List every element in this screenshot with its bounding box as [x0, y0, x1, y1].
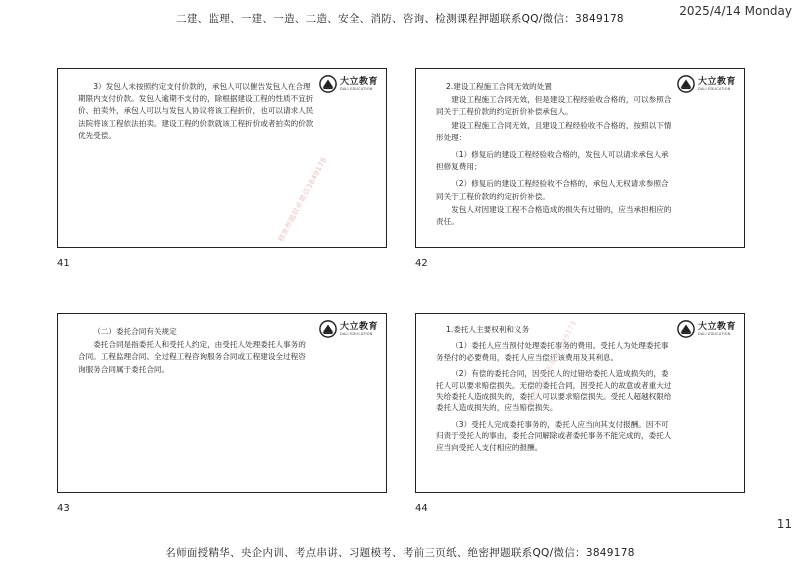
slide-paragraph: 建设工程施工合同无效，且建设工程经验收不合格的，按照以下情形处理： — [436, 120, 672, 142]
header-banner: 二建、监理、一建、一造、二造、安全、消防、咨询、检测课程押题联系QQ/微信：3849178 — [176, 13, 624, 25]
slide-heading: 2.建设工程施工合同无效的处置 — [446, 82, 552, 91]
slide-heading: （二）委托合同有关规定 — [93, 327, 177, 336]
slide-paragraph: （3）受托人完成委托事务的，委托人应当向其支付报酬。因不可归责于受托人的事由，委托合同解除或者委托事务不能完成的，委托人应当向受托人支付相应的报酬。 — [436, 419, 672, 452]
logo-text-cn: 大立教育 — [697, 321, 736, 332]
watermark: 精准押题联系微信3849178 — [526, 318, 579, 407]
slide-44 — [415, 313, 745, 493]
logo — [319, 75, 378, 93]
slide-43-content — [78, 326, 308, 377]
slide-paragraph: （1）委托人应当预付处理委托事务的费用。受托人为处理委托事务垫付的必要费用，委托人应当偿还该费用及其利息。 — [436, 341, 669, 362]
logo-text-en: DALI EDUCATION — [339, 86, 373, 91]
slide-paragraph: 建设工程施工合同无效，但是建设工程经验收合格的，可以参照合同关于工程价款的约定折价补偿承包人。 — [436, 95, 672, 117]
slide-paragraph: （1）修复后的建设工程经验收合格的，发包人可以请求承包人承担修复费用； — [436, 150, 669, 172]
logo-text-cn: 大立教育 — [697, 76, 736, 87]
logo — [677, 75, 736, 93]
logo-text-cn: 大立教育 — [339, 321, 378, 332]
slide-42 — [415, 68, 745, 248]
slide-43 — [57, 313, 387, 493]
dali-logo-icon — [319, 75, 337, 93]
footer-banner: 名师面授精华、央企内训、考点串讲、习题模考、考前三页纸、绝密押题联系QQ/微信：3849178 — [165, 547, 635, 559]
slide-paragraph: （2）修复后的建设工程经验收不合格的，承包人无权请求参照合同关于工程价款的约定折价补偿。 — [436, 179, 669, 201]
slide-paragraph: 发包人对因建设工程不合格造成的损失有过错的，应当承担相应的责任。 — [436, 204, 672, 227]
logo-text-cn: 大立教育 — [339, 76, 378, 87]
slide-paragraph: 委托合同是指委托人和受托人约定，由受托人处理委托人事务的合同。工程监理合同、全过程工程咨询服务合同或工程建设全过程咨询服务合同属于委托合同。 — [78, 340, 306, 374]
slide-paragraph: （2）有偿的委托合同，因受托人的过错给委托人造成损失的，委托人可以要求赔偿损失。无偿的委托合同，因受托人的故意或者重大过失给委托人造成损失的，委托人可以要求赔偿损失。受托人超越权限给委托人造成损失的，应当赔偿损失。 — [436, 369, 672, 413]
logo — [319, 320, 378, 338]
logo-text-en: DALI EDUCATION — [339, 331, 373, 336]
dali-logo-icon — [319, 320, 337, 338]
logo-text-en: DALI EDUCATION — [697, 86, 731, 91]
logo-text-en: DALI EDUCATION — [697, 331, 731, 336]
slide-41 — [57, 68, 387, 248]
slide-number-41: 41 — [57, 258, 70, 269]
slide-44-content — [436, 324, 672, 454]
dali-logo-icon — [677, 75, 695, 93]
date-label: 2025/4/14 Monday — [679, 4, 792, 18]
slide-heading: 1.委托人主要权利和义务 — [446, 325, 530, 334]
dali-logo-icon — [677, 320, 695, 338]
slide-42-content — [436, 81, 676, 229]
slide-paragraph: 3）发包人未按照约定支付价款的，承包人可以催告发包人在合理期限内支付价款。发包人逾期不支付的，除根据建设工程的性质不宜折价、拍卖外，承包人可以与发包人协议将该工程折价，也可以请求人民法院将该工程依法拍卖。建设工程的价款就该工程折价或者拍卖的价款优先受偿。 — [78, 82, 314, 140]
page-number: 11 — [776, 517, 792, 531]
slide-number-42: 42 — [415, 258, 428, 269]
watermark: 精准押题联系微信3849178 — [276, 155, 329, 244]
slide-number-44: 44 — [415, 503, 428, 514]
logo — [677, 320, 736, 338]
slide-number-43: 43 — [57, 503, 70, 514]
slide-41-content — [78, 81, 316, 143]
